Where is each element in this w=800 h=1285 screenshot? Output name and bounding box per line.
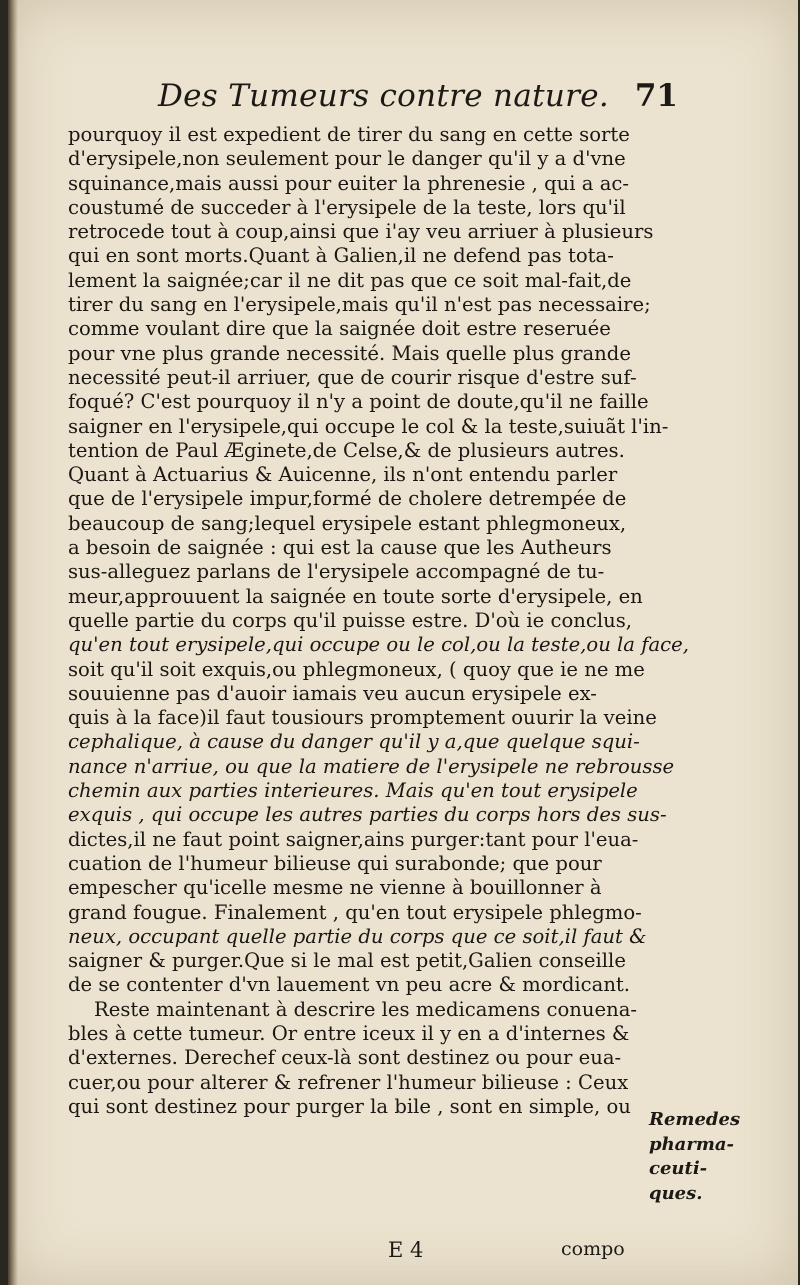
text-line-2: d'erysipele,non seulement pour le danger qu'il y a d'vne	[68, 147, 626, 171]
text-line-3: squinance,mais aussi pour euiter la phrenesie , qui a ac-	[68, 171, 629, 195]
text-line-35: saigner & purger.Que si le mal est petit,Galien conseille	[68, 949, 626, 973]
running-title: Des Tumeurs contre nature.	[158, 78, 610, 114]
body-text	[68, 123, 689, 1119]
page-number: 71	[634, 78, 678, 114]
text-line-33: grand fougue. Finalement , qu'en tout erysipele phlegmo-	[68, 900, 642, 924]
text-line-34: neux, occupant quelle partie du corps que ce soit,il faut &	[68, 924, 647, 948]
marginal-note-line-1: Remedes	[649, 1109, 741, 1130]
text-line-21: quelle partie du corps qu'il puisse estre. D'où ie conclus,	[68, 608, 632, 632]
text-line-6: qui en sont morts.Quant à Galien,il ne defend pas tota-	[68, 244, 614, 268]
text-line-40: cuer,ou pour alterer & refrener l'humeur bilieuse : Ceux	[68, 1070, 629, 1094]
text-line-5: retrocede tout à coup,ainsi que i'ay veu arriuer à plusieurs	[68, 220, 654, 244]
page-edge-shadow	[8, 0, 18, 1285]
text-line-27: nance n'arriue, ou que la matiere de l'erysipele ne rebrousse	[68, 754, 675, 778]
text-line-20: meur,approuuent la saignée en toute sorte d'erysipele, en	[68, 584, 643, 608]
text-line-8: tirer du sang en l'erysipele,mais qu'il n'est pas necessaire;	[68, 293, 651, 317]
text-line-29: exquis , qui occupe les autres parties du corps hors des sus-	[68, 803, 667, 827]
text-line-37: Reste maintenant à descrire les medicamens conuena-	[94, 997, 638, 1021]
text-line-25: quis à la face)il faut tousiours promptement ouurir la veine	[68, 706, 657, 730]
text-line-13: saigner en l'erysipele,qui occupe le col & la teste,suiuãt l'in-	[68, 414, 669, 438]
text-line-39: d'externes. Derechef ceux-là sont destinez ou pour eua-	[68, 1046, 622, 1070]
text-line-19: sus-alleguez parlans de l'erysipele accompagné de tu-	[68, 560, 605, 584]
text-line-12: foqué? C'est pourquoy il n'y a point de doute,qu'il ne faille	[68, 390, 649, 414]
text-line-17: beaucoup de sang;lequel erysipele estant phlegmoneux,	[68, 511, 627, 535]
text-line-30: dictes,il ne faut point saigner,ains purger:tant pour l'eua-	[68, 827, 639, 851]
text-line-18: a besoin de saignée : qui est la cause que les Autheurs	[68, 536, 612, 560]
signature-mark: E 4	[388, 1238, 424, 1262]
text-line-24: souuienne pas d'auoir iamais veu aucun erysipele ex-	[68, 681, 597, 705]
text-line-28: chemin aux parties interieures. Mais qu'en tout erysipele	[68, 779, 638, 803]
book-page	[8, 0, 798, 1285]
text-line-16: que de l'erysipele impur,formé de cholere detrempée de	[68, 487, 627, 511]
catchword: compo	[561, 1238, 625, 1260]
text-line-38: bles à cette tumeur. Or entre iceux il y en a d'internes &	[68, 1021, 630, 1045]
marginal-note	[649, 1108, 759, 1206]
text-line-22: qu'en tout erysipele,qui occupe ou le col,ou la teste,ou la face,	[68, 633, 689, 657]
text-line-7: lement la saignée;car il ne dit pas que ce soit mal-fait,de	[68, 268, 632, 292]
text-line-26: cephalique, à cause du danger qu'il y a,que quelque squi-	[68, 730, 640, 754]
marginal-note-line-4: ques.	[649, 1182, 703, 1204]
text-line-32: empescher qu'icelle mesme ne vienne à bouillonner à	[68, 876, 602, 900]
text-line-31: cuation de l'humeur bilieuse qui surabonde; que pour	[68, 851, 602, 875]
text-line-9: comme voulant dire que la saignée doit estre reseruée	[68, 317, 611, 341]
text-line-36: de se contenter d'vn lauement vn peu acre & mordicant.	[68, 973, 631, 997]
text-line-4: coustumé de succeder à l'erysipele de la teste, lors qu'il	[68, 195, 626, 219]
text-line-1: pourquoy il est expedient de tirer du sang en cette sorte	[68, 123, 630, 146]
marginal-note-line-2: pharma-	[649, 1133, 734, 1155]
running-head	[158, 78, 678, 124]
text-line-10: pour vne plus grande necessité. Mais quelle plus grande	[68, 341, 631, 365]
marginal-note-line-3: ceuti-	[649, 1158, 708, 1179]
text-line-14: tention de Paul Æginete,de Celse,& de plusieurs autres.	[68, 438, 625, 462]
text-line-11: necessité peut-il arriuer, que de courir risque d'estre suf-	[68, 365, 637, 389]
text-line-41: qui sont destinez pour purger la bile , sont en simple, ou	[68, 1094, 631, 1118]
text-line-15: Quant à Actuarius & Auicenne, ils n'ont entendu parler	[68, 463, 618, 487]
text-line-23: soit qu'il soit exquis,ou phlegmoneux, ( quoy que ie ne me	[68, 657, 645, 681]
